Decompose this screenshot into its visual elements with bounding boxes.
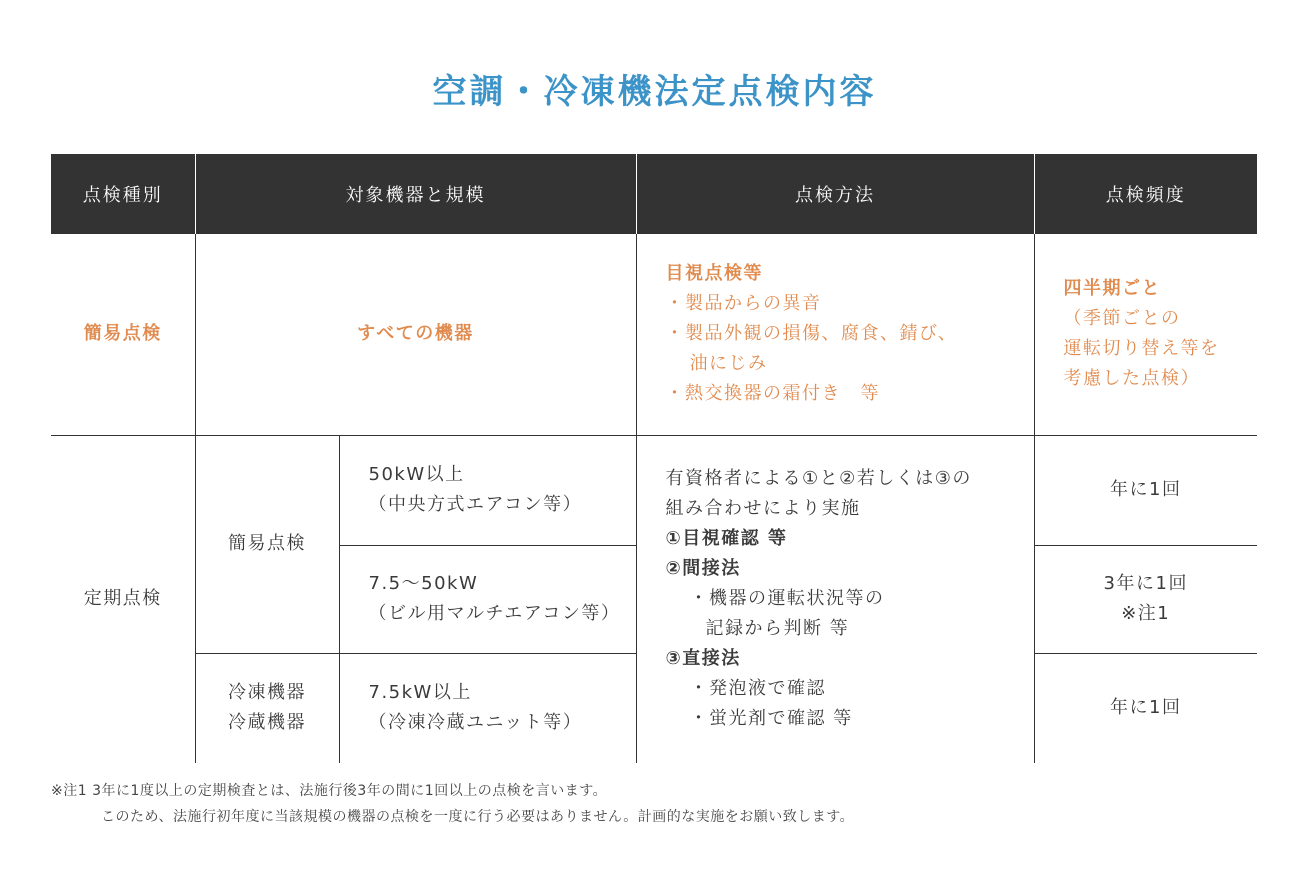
freq-note: ※注1 [1121, 603, 1171, 624]
method-3-item: ・発泡液で確認 [689, 678, 826, 700]
periodic-sub-simple: 簡易点検 [195, 435, 339, 653]
freq-cell-3 [1034, 653, 1257, 763]
simple-method-item: ・熱交換器の霜付き 等 [665, 383, 880, 405]
footnote-1: ※注1 3年に1度以上の定期検査とは、法施行後3年の間に1回以上の点検を言います。 [51, 783, 608, 799]
method-2-item: ・機器の運転状況等の [689, 588, 885, 610]
inspection-table [51, 154, 1257, 763]
freezer-label: 冷凍機器 [228, 682, 306, 704]
scale-example: （中央方式エアコン等） [368, 494, 583, 515]
simple-method-item: 油にじみ [689, 353, 768, 375]
simple-freq-note: 運転切り替え等を [1063, 338, 1220, 360]
periodic-sub-freezer [195, 653, 339, 763]
method-3-item: ・蛍光剤で確認 等 [689, 708, 853, 730]
simple-type: 簡易点検 [51, 234, 195, 435]
periodic-type: 定期点検 [83, 588, 162, 610]
scale-value: 7.5kW以上 [368, 682, 472, 704]
scale-example: （冷凍冷蔵ユニット等） [368, 712, 583, 734]
scale-cell-2 [339, 545, 636, 653]
freq-value: 年に1回 [1110, 697, 1182, 719]
scale-value: 7.5～50kW [368, 573, 479, 594]
scale-cell-3 [339, 653, 636, 763]
header-target: 対象機器と規模 [195, 154, 636, 234]
simple-frequency [1034, 234, 1257, 435]
table-header-row [51, 154, 1257, 234]
method-3: ③直接法 [665, 648, 741, 670]
scale-value: 50kW以上 [368, 464, 465, 485]
method-2-item: 記録から判断 等 [705, 618, 850, 640]
table-row-periodic-1 [51, 435, 1257, 545]
freq-value: 3年に1回 [1103, 573, 1188, 594]
page-title: 空調・冷凍機法定点検内容 [432, 72, 877, 112]
method-2: ②間接法 [665, 558, 741, 580]
periodic-method [636, 435, 1034, 763]
freq-cell-1 [1034, 435, 1257, 545]
footnote-2: このため、法施行初年度に当該規模の機器の点検を一度に行う必要はありません。計画的な実施をお願い致します。 [101, 809, 855, 825]
simple-freq-note: （季節ごとの [1063, 308, 1181, 330]
header-frequency: 点検頻度 [1034, 154, 1257, 234]
method-intro: 有資格者による①と②若しくは③の [665, 468, 972, 490]
footnotes [51, 778, 854, 830]
method-1: ①目視確認 等 [665, 528, 788, 550]
freq-cell-2 [1034, 545, 1257, 653]
simple-freq-title: 四半期ごと [1063, 278, 1161, 300]
simple-freq-note: 考慮した点検） [1063, 368, 1200, 390]
simple-method-item: ・製品からの異音 [665, 293, 822, 315]
method-intro: 組み合わせにより実施 [665, 498, 861, 520]
table-row-simple [51, 234, 1257, 435]
freq-value: 年に1回 [1110, 479, 1182, 500]
simple-method-title: 目視点検等 [665, 263, 763, 285]
scale-cell-1 [339, 435, 636, 545]
header-method: 点検方法 [636, 154, 1034, 234]
simple-method [636, 234, 1034, 435]
simple-target: すべての機器 [195, 234, 636, 435]
simple-method-item: ・製品外観の損傷、腐食、錆び、 [665, 323, 958, 345]
scale-example: （ビル用マルチエアコン等） [368, 603, 621, 624]
header-type: 点検種別 [51, 154, 195, 234]
freezer-label: 冷蔵機器 [228, 712, 306, 734]
